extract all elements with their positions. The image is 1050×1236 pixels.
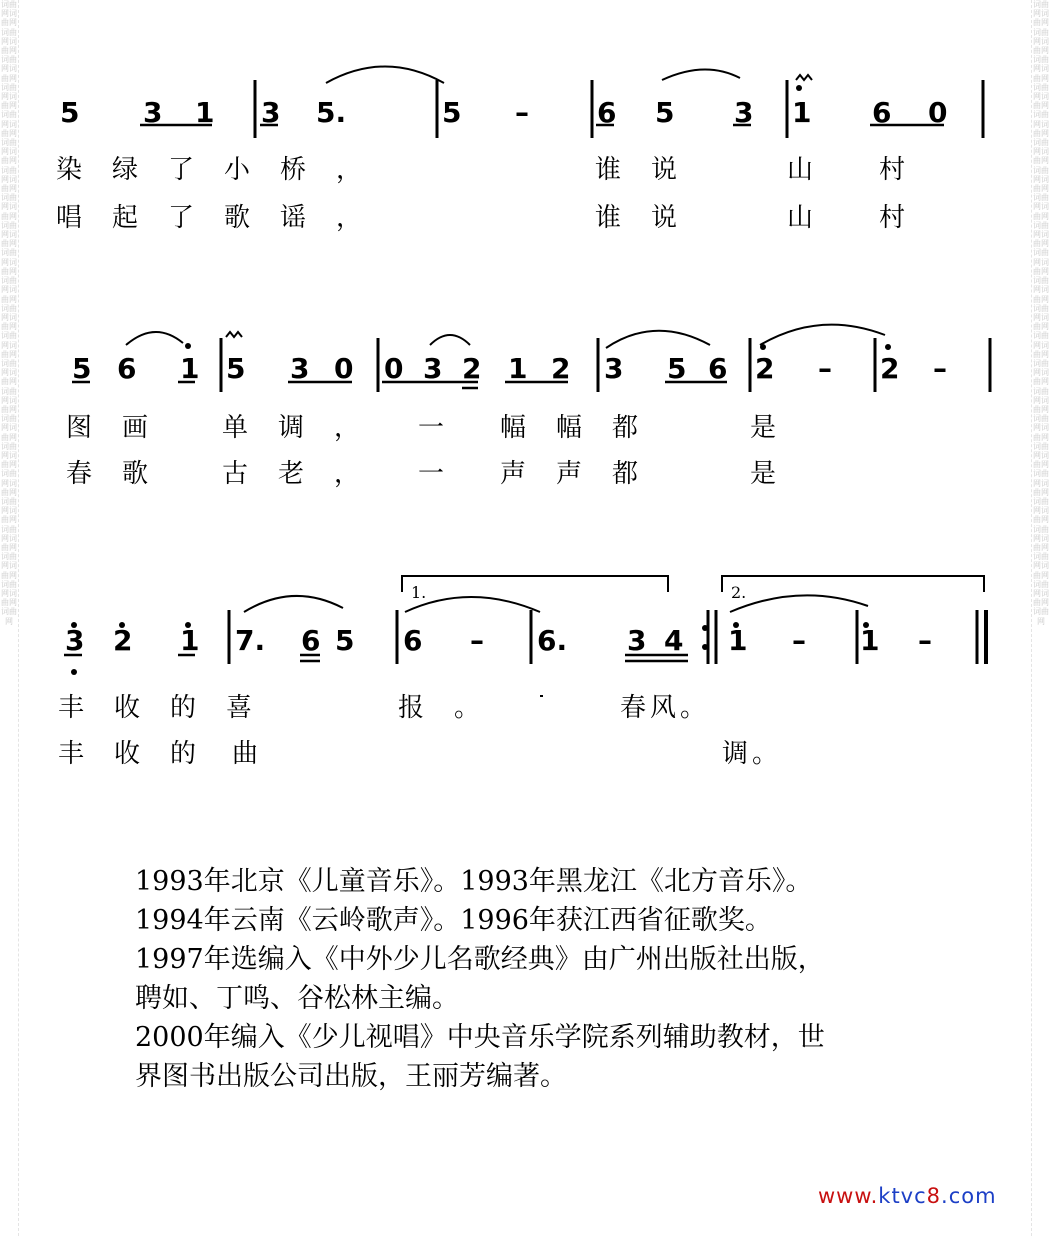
lyric: 报。 bbox=[398, 693, 511, 723]
note-line: 2000年编入《少儿视唱》中央音乐学院系列辅助教材，世 bbox=[135, 1022, 825, 1053]
note: 3 bbox=[261, 96, 281, 129]
note: 3 bbox=[143, 96, 163, 129]
note: 6 bbox=[708, 352, 728, 385]
lyric: 调。 bbox=[722, 739, 783, 769]
site-watermark: www.ktvc8.com bbox=[818, 1184, 997, 1208]
volta-2-label: 2. bbox=[731, 583, 747, 602]
note-line: 1994年云南《云岭歌声》。1996年获江西省征歌奖。 bbox=[135, 905, 772, 936]
watermark-strip-right: 词曲网词曲网词曲网词曲网词曲网词曲网词曲网词曲网词曲网词曲网词曲网词曲网词曲网词曲网词曲网词曲网词曲网词曲网词曲网词曲网词曲网词曲网词曲网词曲网词曲网词曲网词曲网词曲网词曲网词曲网词曲网词曲网词曲网词曲网词曲网词曲网词曲网词曲网词曲网词曲网词曲网词曲网词曲网词曲网词曲网 bbox=[1031, 0, 1050, 1236]
lyric: 山村 bbox=[787, 203, 972, 233]
note: 5 bbox=[60, 96, 80, 129]
note: 1 bbox=[180, 352, 200, 385]
note: 1 bbox=[180, 624, 200, 657]
note: 4 bbox=[664, 624, 684, 657]
note: – bbox=[933, 352, 947, 385]
note: 3 bbox=[627, 624, 647, 657]
note: 2 bbox=[880, 352, 900, 385]
note: – bbox=[918, 624, 932, 657]
note: 0 bbox=[928, 96, 948, 129]
lyric: 山村 bbox=[787, 155, 972, 185]
note: 6 bbox=[872, 96, 892, 129]
lyric: 图画 bbox=[66, 413, 179, 443]
note: – bbox=[470, 624, 484, 657]
note-line: 1993年北京《儿童音乐》。1993年黑龙江《北方音乐》。 bbox=[135, 866, 813, 897]
note: 2 bbox=[551, 352, 571, 385]
lyric: 丰收的 bbox=[58, 739, 227, 769]
note: 2 bbox=[755, 352, 775, 385]
note: 5 bbox=[72, 352, 92, 385]
note: 5 bbox=[655, 96, 675, 129]
note: 6. bbox=[537, 624, 568, 657]
note: 6 bbox=[117, 352, 137, 385]
note: 1 bbox=[792, 96, 812, 129]
note: 1 bbox=[860, 624, 880, 657]
note: 6 bbox=[403, 624, 423, 657]
lyric: 谁说 bbox=[595, 155, 708, 185]
note: 5. bbox=[316, 96, 347, 129]
lyric: 谁说 bbox=[595, 203, 708, 233]
note: 3 bbox=[604, 352, 624, 385]
lyric: 一 bbox=[418, 413, 475, 443]
lyric: 唱起了歌谣， bbox=[56, 203, 393, 233]
note: 5 bbox=[226, 352, 246, 385]
note: 6 bbox=[301, 624, 321, 657]
note: 1 bbox=[728, 624, 748, 657]
note: 3 bbox=[290, 352, 310, 385]
note: 2 bbox=[462, 352, 482, 385]
note: 2 bbox=[113, 624, 133, 657]
note: 0 bbox=[334, 352, 354, 385]
lyric: 染绿了小桥， bbox=[56, 155, 393, 185]
lyric: 古老， bbox=[222, 459, 391, 489]
note: – bbox=[818, 352, 832, 385]
note: 5 bbox=[667, 352, 687, 385]
note: 5 bbox=[442, 96, 462, 129]
lyric: 春风。 bbox=[620, 693, 711, 723]
lyric: 曲 bbox=[232, 739, 289, 769]
note: 3 bbox=[423, 352, 443, 385]
watermark-strip-left: 词曲网词曲网词曲网词曲网词曲网词曲网词曲网词曲网词曲网词曲网词曲网词曲网词曲网词曲网词曲网词曲网词曲网词曲网词曲网词曲网词曲网词曲网词曲网词曲网词曲网词曲网词曲网词曲网词曲网词曲网词曲网词曲网词曲网词曲网词曲网词曲网词曲网词曲网词曲网词曲网词曲网词曲网词曲网词曲网词曲网 bbox=[0, 0, 19, 1236]
lyric: 丰收的喜 bbox=[58, 693, 283, 723]
note-line: 1997年选编入《中外少儿名歌经典》由广州出版社出版， bbox=[135, 944, 825, 975]
lyric: 春歌 bbox=[66, 459, 179, 489]
note: – bbox=[515, 96, 529, 129]
note-line: 聘如、丁鸣、谷松林主编。 bbox=[135, 983, 459, 1014]
lyric: 单调， bbox=[222, 413, 391, 443]
lyric: 一 bbox=[418, 459, 475, 489]
note: 5 bbox=[335, 624, 355, 657]
note: 3 bbox=[65, 624, 85, 657]
note: 6 bbox=[597, 96, 617, 129]
note: 3 bbox=[734, 96, 754, 129]
volta-1-label: 1. bbox=[411, 583, 427, 602]
note: – bbox=[792, 624, 806, 657]
note: 7. bbox=[235, 624, 266, 657]
note-line: 界图书出版公司出版，王丽芳编著。 bbox=[135, 1061, 567, 1092]
note: 1 bbox=[195, 96, 215, 129]
lyric: 幅幅都 bbox=[500, 413, 669, 443]
note: 0 bbox=[384, 352, 404, 385]
lyric: 是 bbox=[750, 459, 807, 489]
lyric: 声声都 bbox=[500, 459, 669, 489]
lyric: 是 bbox=[750, 413, 807, 443]
publication-notes bbox=[135, 862, 975, 1096]
note: 1 bbox=[508, 352, 528, 385]
